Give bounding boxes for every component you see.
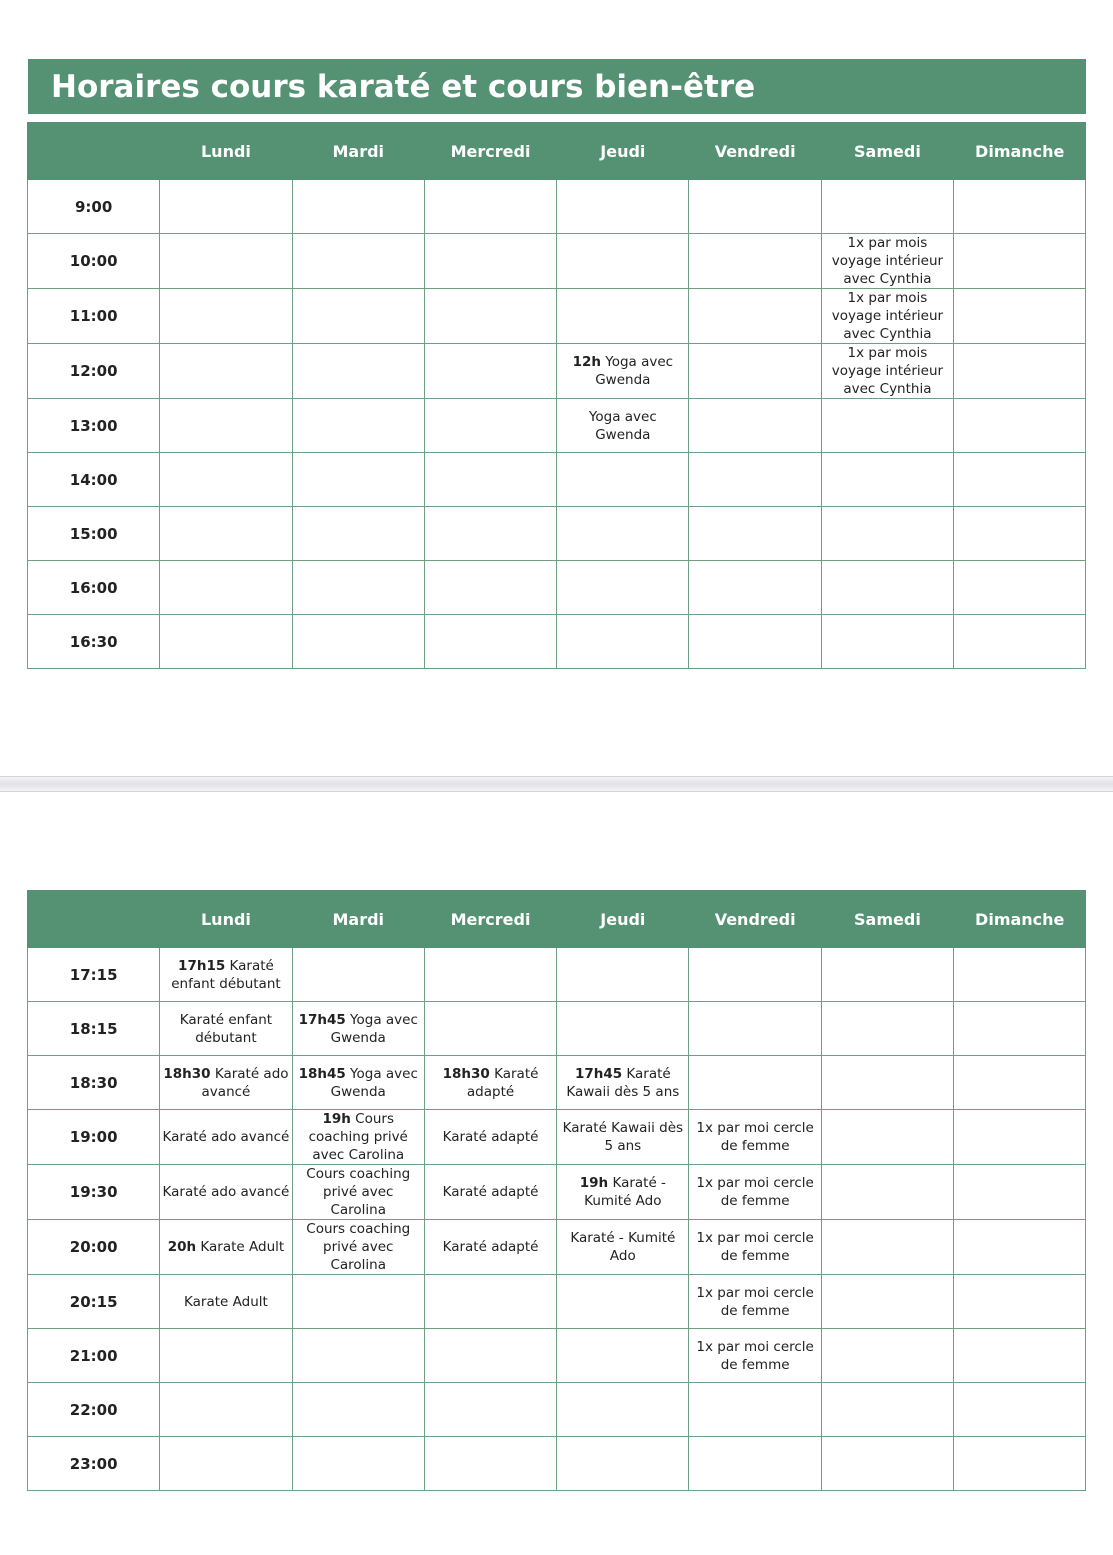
time-row — [28, 1002, 1086, 1056]
schedule-cell — [954, 1437, 1086, 1491]
schedule-cell — [821, 344, 953, 399]
schedule-cell — [821, 180, 953, 234]
header-corner — [28, 123, 160, 180]
schedule-cell — [292, 399, 424, 453]
class-description: 1x par mois voyage intérieur avec Cynthia — [831, 290, 944, 342]
schedule-cell — [292, 615, 424, 669]
schedule-cell — [821, 453, 953, 507]
schedule-cell — [292, 1275, 424, 1329]
schedule-cell — [821, 1437, 953, 1491]
class-start-time: 17h45 — [298, 1011, 346, 1028]
schedule-cell — [557, 180, 689, 234]
class-description: 1x par moi cercle de femme — [696, 1284, 814, 1319]
class-description: 1x par moi cercle de femme — [696, 1338, 814, 1373]
class-start-time: 18h45 — [298, 1065, 346, 1082]
schedule-cell — [292, 1056, 424, 1110]
class-description: Karate Adult — [196, 1239, 285, 1255]
schedule-cell — [424, 399, 556, 453]
schedule-cell — [557, 948, 689, 1002]
class-description: Karaté adapté — [466, 1065, 539, 1100]
class-description: Yoga avec Gwenda — [595, 354, 674, 388]
schedule-cell — [160, 180, 292, 234]
time-row — [28, 561, 1086, 615]
schedule-cell — [821, 1002, 953, 1056]
schedule-cell — [424, 507, 556, 561]
schedule-cell — [689, 1383, 821, 1437]
time-label: 17:15 — [28, 948, 160, 1002]
schedule-cell — [160, 1383, 292, 1437]
time-label: 22:00 — [28, 1383, 160, 1437]
time-label: 12:00 — [28, 344, 160, 399]
time-row — [28, 1056, 1086, 1110]
schedule-cell — [821, 1056, 953, 1110]
class-start-time: 18h30 — [163, 1065, 211, 1082]
class-description: Karaté enfant débutant — [171, 957, 281, 992]
schedule-table-evening — [27, 890, 1086, 1491]
day-header: Dimanche — [954, 123, 1086, 180]
day-header: Lundi — [160, 891, 292, 948]
schedule-cell — [160, 1329, 292, 1383]
time-label: 11:00 — [28, 289, 160, 344]
schedule-cell — [821, 507, 953, 561]
time-label: 23:00 — [28, 1437, 160, 1491]
schedule-cell — [292, 561, 424, 615]
time-label: 16:30 — [28, 615, 160, 669]
schedule-cell — [689, 1329, 821, 1383]
class-description: Karaté adapté — [442, 1184, 539, 1200]
class-description: Karaté - Kumité Ado — [584, 1175, 666, 1209]
class-description: Cours coaching privé avec Carolina — [306, 1166, 411, 1218]
schedule-cell — [160, 561, 292, 615]
day-header: Jeudi — [557, 123, 689, 180]
day-header: Samedi — [821, 891, 953, 948]
class-description: Karaté Kawaii dès 5 ans — [562, 1120, 684, 1154]
schedule-cell — [292, 1383, 424, 1437]
schedule-cell — [557, 1383, 689, 1437]
class-description: 1x par moi cercle de femme — [696, 1175, 814, 1209]
time-label: 10:00 — [28, 234, 160, 289]
time-label: 21:00 — [28, 1329, 160, 1383]
header-row — [28, 891, 1086, 948]
schedule-cell — [292, 1002, 424, 1056]
time-label: 18:15 — [28, 1002, 160, 1056]
schedule-cell — [689, 948, 821, 1002]
schedule-cell — [557, 453, 689, 507]
time-row — [28, 344, 1086, 399]
day-header: Mardi — [292, 891, 424, 948]
time-row — [28, 1329, 1086, 1383]
class-description: Karaté adapté — [442, 1239, 539, 1255]
schedule-cell — [424, 180, 556, 234]
schedule-title-bar — [28, 59, 1086, 114]
schedule-cell — [557, 1437, 689, 1491]
schedule-cell — [557, 344, 689, 399]
schedule-cell — [424, 344, 556, 399]
schedule-cell — [954, 1220, 1086, 1275]
class-description: Yoga avec Gwenda — [588, 408, 657, 443]
schedule-cell — [689, 561, 821, 615]
schedule-cell — [424, 948, 556, 1002]
schedule-page-1 — [0, 0, 1113, 776]
schedule-cell — [424, 1220, 556, 1275]
schedule-cell — [689, 1110, 821, 1165]
schedule-cell — [689, 1220, 821, 1275]
schedule-cell — [160, 615, 292, 669]
time-row — [28, 615, 1086, 669]
schedule-cell — [292, 1110, 424, 1165]
schedule-cell — [160, 234, 292, 289]
schedule-cell — [821, 1165, 953, 1220]
schedule-cell — [424, 1165, 556, 1220]
schedule-cell — [557, 399, 689, 453]
schedule-cell — [954, 948, 1086, 1002]
class-start-time: 20h — [167, 1239, 197, 1255]
schedule-cell — [557, 1056, 689, 1110]
schedule-cell — [292, 1437, 424, 1491]
schedule-cell — [557, 507, 689, 561]
schedule-cell — [821, 399, 953, 453]
schedule-cell — [557, 1165, 689, 1220]
class-description: Karaté enfant débutant — [179, 1011, 273, 1046]
schedule-cell — [292, 289, 424, 344]
schedule-cell — [160, 507, 292, 561]
time-label: 13:00 — [28, 399, 160, 453]
schedule-cell — [292, 1165, 424, 1220]
schedule-cell — [954, 1275, 1086, 1329]
time-row — [28, 1383, 1086, 1437]
schedule-cell — [424, 234, 556, 289]
schedule-cell — [424, 561, 556, 615]
schedule-cell — [424, 1437, 556, 1491]
class-description: Yoga avec Gwenda — [330, 1065, 418, 1100]
schedule-cell — [954, 399, 1086, 453]
time-label: 9:00 — [28, 180, 160, 234]
class-description: Cours coaching privé avec Carolina — [308, 1111, 408, 1163]
schedule-cell — [821, 1275, 953, 1329]
header-row — [28, 123, 1086, 180]
schedule-table-morning — [27, 122, 1086, 669]
class-start-time: 19h — [579, 1175, 609, 1191]
schedule-cell — [954, 615, 1086, 669]
class-description: Karaté ado avancé — [162, 1184, 290, 1200]
time-label: 19:00 — [28, 1110, 160, 1165]
schedule-cell — [954, 1056, 1086, 1110]
schedule-cell — [954, 180, 1086, 234]
schedule-cell — [160, 399, 292, 453]
time-row — [28, 399, 1086, 453]
schedule-cell — [292, 1220, 424, 1275]
schedule-cell — [424, 1056, 556, 1110]
class-description: 1x par mois voyage intérieur avec Cynthia — [831, 235, 944, 287]
class-description: Karaté - Kumité Ado — [570, 1230, 676, 1264]
time-label: 15:00 — [28, 507, 160, 561]
schedule-cell — [160, 289, 292, 344]
schedule-cell — [557, 289, 689, 344]
time-row — [28, 1110, 1086, 1165]
schedule-cell — [292, 344, 424, 399]
class-description: 1x par moi cercle de femme — [696, 1120, 814, 1154]
schedule-cell — [424, 453, 556, 507]
schedule-cell — [689, 507, 821, 561]
schedule-cell — [424, 1275, 556, 1329]
time-label: 19:30 — [28, 1165, 160, 1220]
class-description: Karaté Kawaii dès 5 ans — [566, 1065, 680, 1100]
schedule-page-2 — [0, 792, 1113, 1555]
time-label: 20:15 — [28, 1275, 160, 1329]
day-header: Vendredi — [689, 891, 821, 948]
day-header: Mercredi — [424, 891, 556, 948]
schedule-cell — [689, 1275, 821, 1329]
time-label: 14:00 — [28, 453, 160, 507]
page-separator — [0, 776, 1113, 792]
schedule-cell — [689, 344, 821, 399]
schedule-cell — [160, 1437, 292, 1491]
schedule-cell — [821, 1383, 953, 1437]
schedule-cell — [292, 1329, 424, 1383]
day-header: Vendredi — [689, 123, 821, 180]
schedule-cell — [821, 234, 953, 289]
class-description: Yoga avec Gwenda — [330, 1011, 418, 1046]
schedule-cell — [954, 1383, 1086, 1437]
schedule-cell — [954, 234, 1086, 289]
schedule-cell — [160, 453, 292, 507]
day-header: Samedi — [821, 123, 953, 180]
schedule-cell — [160, 948, 292, 1002]
schedule-cell — [557, 234, 689, 289]
schedule-cell — [954, 1329, 1086, 1383]
schedule-cell — [292, 453, 424, 507]
schedule-cell — [292, 180, 424, 234]
schedule-cell — [954, 561, 1086, 615]
day-header: Lundi — [160, 123, 292, 180]
schedule-cell — [954, 344, 1086, 399]
time-row — [28, 289, 1086, 344]
schedule-cell — [821, 615, 953, 669]
time-row — [28, 1275, 1086, 1329]
schedule-cell — [424, 289, 556, 344]
class-description: 1x par mois voyage intérieur avec Cynthia — [831, 345, 944, 397]
class-description: Karaté ado avancé — [201, 1065, 289, 1100]
schedule-cell — [160, 1165, 292, 1220]
schedule-cell — [292, 234, 424, 289]
time-row — [28, 234, 1086, 289]
schedule-cell — [689, 615, 821, 669]
schedule-cell — [557, 1002, 689, 1056]
day-header: Mercredi — [424, 123, 556, 180]
schedule-cell — [954, 1165, 1086, 1220]
schedule-cell — [557, 1110, 689, 1165]
schedule-cell — [424, 1383, 556, 1437]
time-row — [28, 453, 1086, 507]
schedule-cell — [160, 1056, 292, 1110]
schedule-cell — [821, 289, 953, 344]
schedule-cell — [689, 399, 821, 453]
class-start-time: 19h — [322, 1111, 351, 1127]
time-row — [28, 1437, 1086, 1491]
schedule-cell — [689, 289, 821, 344]
time-label: 18:30 — [28, 1056, 160, 1110]
class-start-time: 17h45 — [574, 1065, 623, 1082]
schedule-cell — [160, 1002, 292, 1056]
schedule-cell — [954, 1110, 1086, 1165]
schedule-cell — [160, 1220, 292, 1275]
schedule-cell — [689, 1165, 821, 1220]
time-row — [28, 507, 1086, 561]
schedule-cell — [160, 344, 292, 399]
day-header: Dimanche — [954, 891, 1086, 948]
time-row — [28, 1165, 1086, 1220]
schedule-cell — [557, 1275, 689, 1329]
time-row — [28, 948, 1086, 1002]
schedule-cell — [689, 1437, 821, 1491]
schedule-cell — [557, 561, 689, 615]
time-row — [28, 1220, 1086, 1275]
schedule-cell — [954, 289, 1086, 344]
class-start-time: 12h — [572, 354, 601, 370]
schedule-cell — [689, 180, 821, 234]
schedule-cell — [821, 1329, 953, 1383]
schedule-cell — [424, 1002, 556, 1056]
schedule-cell — [954, 1002, 1086, 1056]
schedule-cell — [557, 1329, 689, 1383]
schedule-cell — [821, 1110, 953, 1165]
schedule-cell — [557, 1220, 689, 1275]
schedule-cell — [689, 453, 821, 507]
schedule-cell — [160, 1275, 292, 1329]
class-start-time: 17h15 — [178, 957, 226, 974]
time-label: 20:00 — [28, 1220, 160, 1275]
schedule-cell — [292, 948, 424, 1002]
schedule-cell — [424, 615, 556, 669]
schedule-title: Horaires cours karaté et cours bien-être — [51, 68, 756, 105]
schedule-cell — [689, 1056, 821, 1110]
time-label: 16:00 — [28, 561, 160, 615]
class-description: Karaté adapté — [442, 1129, 539, 1145]
schedule-cell — [821, 948, 953, 1002]
schedule-cell — [424, 1110, 556, 1165]
day-header: Jeudi — [557, 891, 689, 948]
schedule-cell — [424, 1329, 556, 1383]
schedule-cell — [689, 234, 821, 289]
schedule-cell — [821, 561, 953, 615]
schedule-cell — [160, 1110, 292, 1165]
schedule-cell — [954, 453, 1086, 507]
class-description: Karate Adult — [184, 1293, 268, 1310]
schedule-cell — [954, 507, 1086, 561]
time-row — [28, 180, 1086, 234]
schedule-cell — [292, 507, 424, 561]
schedule-cell — [689, 1002, 821, 1056]
class-start-time: 18h30 — [442, 1065, 490, 1082]
class-description: 1x par moi cercle de femme — [696, 1230, 814, 1264]
class-description: Karaté ado avancé — [162, 1129, 290, 1145]
header-corner — [28, 891, 160, 948]
schedule-cell — [821, 1220, 953, 1275]
schedule-cell — [557, 615, 689, 669]
class-description: Cours coaching privé avec Carolina — [306, 1221, 411, 1273]
day-header: Mardi — [292, 123, 424, 180]
